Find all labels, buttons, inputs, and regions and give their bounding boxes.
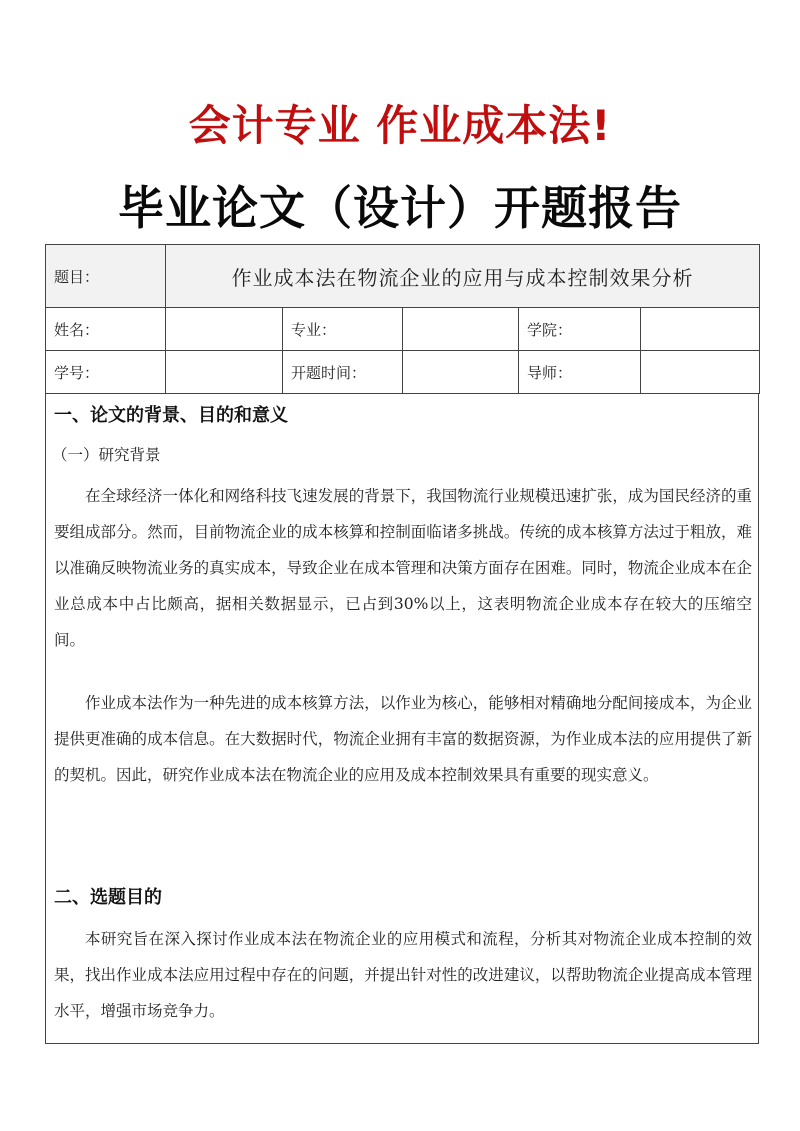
info-form-table xyxy=(45,244,760,394)
title-label: 题目： xyxy=(46,245,166,308)
major-field[interactable] xyxy=(403,308,519,351)
document-title: 毕业论文（设计）开题报告 xyxy=(118,181,682,235)
section2-heading: 二、选题目的 xyxy=(54,887,162,908)
student-id-label: 学号： xyxy=(46,351,166,394)
section1-heading: 一、论文的背景、目的和意义 xyxy=(54,405,288,426)
background-paragraph-1: 在全球经济一体化和网络科技飞速发展的背景下，我国物流行业规模迅速扩张，成为国民经济的重要组成部分。然而，目前物流企业的成本核算和控制面临诸多挑战。传统的成本核算方法过于粗放，难以准确反映物流业务的真实成本，导致企业在成本管理和决策方面存在困难。同时，物流企业成本在企业总成本中占比颇高，据相关数据显示，已占到30%以上，这表明物流企业成本存在较大的压缩空间。 xyxy=(54,487,752,649)
proposal-body xyxy=(45,393,759,1044)
name-label: 姓名： xyxy=(46,308,166,351)
proposal-date-label: 开题时间： xyxy=(283,351,403,394)
purpose-paragraph: 本研究旨在深入探讨作业成本法在物流企业的应用模式和流程，分析其对物流企业成本控制的效果，找出作业成本法应用过程中存在的问题，并提出针对性的改进建议，以帮助物流企业提高成本管理水平，增强市场竞争力。 xyxy=(54,930,752,1020)
thesis-title-value: 作业成本法在物流企业的应用与成本控制效果分析 xyxy=(166,245,760,308)
form-row-1 xyxy=(46,308,760,351)
advisor-field[interactable] xyxy=(641,351,760,394)
banner-headline-red: 会计专业 作业成本法! xyxy=(188,101,612,150)
student-id-field[interactable] xyxy=(166,351,283,394)
college-field[interactable] xyxy=(641,308,760,351)
proposal-date-field[interactable] xyxy=(403,351,519,394)
background-paragraph-2: 作业成本法作为一种先进的成本核算方法，以作业为核心，能够相对精确地分配间接成本，为企业提供更准确的成本信息。在大数据时代，物流企业拥有丰富的数据资源，为作业成本法的应用提供了新的契机。因此，研究作业成本法在物流企业的应用及成本控制效果具有重要的现实意义。 xyxy=(54,694,752,784)
form-row-title xyxy=(46,245,760,308)
major-label: 专业： xyxy=(283,308,403,351)
advisor-label: 导师： xyxy=(519,351,641,394)
college-label: 学院： xyxy=(519,308,641,351)
section1-subheading: （一）研究背景 xyxy=(52,446,161,464)
name-field[interactable] xyxy=(166,308,283,351)
form-row-2 xyxy=(46,351,760,394)
